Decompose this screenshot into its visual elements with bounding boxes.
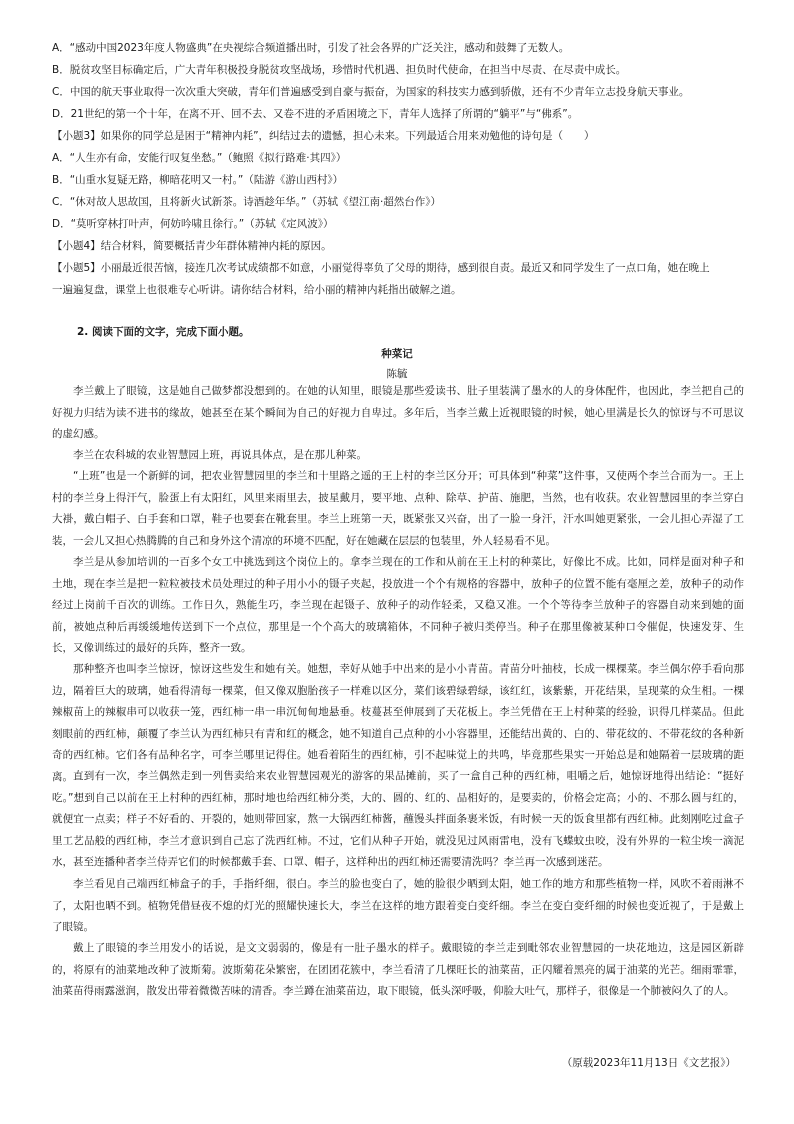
article-source: （原载2023年11月13日《文艺报》）	[561, 1057, 736, 1069]
q3-option-b: B．“山重水复疑无路，柳暗花明又一村。”（陆游《游山西村》）	[52, 174, 344, 186]
article-paragraph: 李兰看见自己端西红柿盒子的手，手指纤细，很白。李兰的脸也变白了，她的脸很少晒到太阳，她工作的地方和那些植物一样，风吹不着雨淋不了，太阳也晒不到。植物凭借昼夜不熄的灯光的照耀快速长大，李兰在这样的地方跟着变白变纤细。李兰在变白变纤细的时候也变近视了，于是戴上了眼镜。	[52, 878, 744, 933]
article-title: 种菜记	[381, 348, 413, 360]
section-heading: 2. 阅读下面的文字，完成下面小题。	[77, 326, 250, 338]
q3-option-c: C．“休对故人思故国，且将新火试新茶。诗酒趁年华。”（苏轼《望江南·超然台作》）	[52, 196, 442, 208]
q2-option-a: A．“感动中国2023年度人物盛典”在央视综合频道播出时，引发了社会各界的广泛关注，感动和鼓舞了无数人。	[52, 42, 570, 54]
article-paragraph: 李兰是从参加培训的一百多个女工中挑选到这个岗位上的。拿李兰现在的工作和从前在王上村的种菜比，好像比不成。比如，同样是面对种子和土地，现在李兰是把一粒粒被技术员处理过的种子用小小的镊子夹起，投放进一个个有规格的容器中，放种子的位置不能有毫厘之差，放种子的动作经过上岗前千百次的训练。工作日久，熟能生巧，李兰现在起镊子、放种子的动作轻柔，又稳又准。一个个等待李兰放种子的容器自动来到她的面前，被她点种后再缓缓地传送到下一个点位，那里是一个个高大的玻璃箱体，不同种子被归类停当。种子在那里像被某种口令催促，快速发芽、生长，又像训练过的最好的兵阵，整齐一致。	[52, 556, 744, 654]
article-paragraph: 李兰戴上了眼镜，这是她自己做梦都没想到的。在她的认知里，眼镜是那些爱读书、肚子里装满了墨水的人的身体配件，也因此，李兰把自己的好视力归结为读不进书的缘故，她甚至在某个瞬间为自己的好视力自卑过。多年后，当李兰戴上近视眼镜的时候，她心里满是长久的惊讶与不可思议的虚幻感。	[52, 385, 744, 440]
article-paragraph: “上班”也是一个新鲜的词，把农业智慧园里的李兰和十里路之遥的王上村的李兰区分开；可具体到“种菜”这件事，又使两个李兰合而为一。王上村的李兰身上得汗气，脸蛋上有太阳红，风里来雨里去，披星戴月，要平地、点种、除草、护苗、施肥，当然，也有收获。农业智慧园里的李兰穿白大褂，戴白帽子、白手套和口罩，鞋子也要套在靴套里。李兰上班第一天，既紧张又兴奋，出了一脸一身汗，汗水叫她更紧张，一会儿担心弄湿了工装，一会儿又担心热腾腾的自己和身外这个清凉的环境不匹配，好在她藏在层层的包装里，外人轻易看不见。	[52, 470, 744, 547]
q2-option-d: D．21世纪的第一个十年，在离不开、回不去、又卷不进的矛盾困境之下，青年人选择了所谓的“躺平”与“佛系”。	[52, 108, 579, 120]
q2-option-c: C．中国的航天事业取得一次次重大突破，青年们普遍感受到自豪与振奋，为国家的科技实力感到骄傲，还有不少青年立志投身航天事业。	[52, 86, 690, 98]
q3-stem: 【小题3】如果你的同学总是困于“精神内耗”，纠结过去的遗憾，担心未来。下列最适合用来劝勉他的诗句是（ ）	[52, 130, 595, 142]
article-paragraph: 直到有一次，李兰偶然走到一列售卖给来农业智慧园观光的游客的果品摊前，买了一盒自己种的西红柿，咀嚼之后，她惊讶地得出结论：“挺好吃。”想到自己以前在王上村种的西红柿，那时地也给西红柿分类，大的、圆的、红的、品相好的，是要卖的，价格会定高；小的、不那么圆与红的，就便宜一点卖；样子不好看的、开裂的，她则带回家，熬一大锅西红柿酱，蘸馒头拌面条裹米饭，有时候一天的饭食里都有西红柿。此刻刚吃过盒子里工艺品般的西红柿，李兰才意识到自己忘了洗西红柿。不过，它们从种子开始，就没见过风雨雷电，没有飞蝶蚊虫咬，没有外界的一粒尘埃一滴泥水，甚至连播种者李兰侍弄它们的时候都戴手套、口罩、帽子，这样种出的西红柿还需要清洗吗？李兰再一次感到迷茫。	[52, 770, 744, 868]
q5-stem-line1: 【小题5】小丽最近很苦恼，接连几次考试成绩都不如意，小丽觉得辜负了父母的期待，感到很自责。最近又和同学发生了一点口角，她在晚上	[52, 262, 710, 274]
article-paragraph: 戴上了眼镜的李兰用发小的话说，是文文弱弱的，像是有一肚子墨水的样子。戴眼镜的李兰走到毗邻农业智慧园的一块花地边，这是园区新辟的，将原有的油菜地改种了波斯菊。波斯菊花朵繁密，在团团花簇中，李兰看清了几棵旺长的油菜苗，正闪耀着黑亮的属于油菜的光芒。细雨霏霏，油菜苗得雨露滋润，散发出带着微微苦味的清香。李兰蹲在油菜苗边，取下眼镜，低头深呼吸，仰脸大吐气，那样子，很像是一个肺被闷久了的人。	[52, 942, 744, 997]
q3-option-d: D．“莫听穿林打叶声，何妨吟啸且徐行。”（苏轼《定风波》）	[52, 218, 334, 230]
article-paragraph: 那种整齐也叫李兰惊讶，惊讶这些发生和她有关。她想，幸好从她手中出来的是小小青苗。青苗分叶抽枝，长成一棵棵菜。李兰偶尔停手看向那边，隔着巨大的玻璃，她看得清每一棵菜，但又像双胞胎孩子一样难以区分，菜们该碧绿碧绿，该红红，该紫紫，开花结果，呈现菜的众生相。一棵辣椒苗上的辣椒串可以收获一笼，西红柿一串一串沉甸甸地悬垂。枝蔓甚至伸展到了天花板上。李兰凭借在王上村种菜的经验，识得几样菜品。但此刻眼前的西红柿，颠覆了李兰认为西红柿只有青和红的概念，她不知道自己点种的小小容器里，还能结出黄的、白的、带花纹的、不带花纹的各种新奇的西红柿。它们各有品种名字，可李兰哪里记得住。她看着陌生的西红柿，引不起味觉上的共鸣，毕竟那些果实一开始总是和她隔着一层玻璃的距离。	[52, 663, 744, 783]
q4-stem: 【小题4】结合材料，简要概括青少年群体精神内耗的原因。	[52, 240, 332, 252]
article-paragraph: 李兰在农科城的农业智慧园上班，再说具体点，是在那儿种菜。	[73, 449, 367, 461]
q3-option-a: A．“人生亦有命，安能行叹复坐愁。”（鲍照《拟行路难·其四》）	[52, 152, 347, 164]
q2-option-b: B．脱贫攻坚目标确定后，广大青年积极投身脱贫攻坚战场，珍惜时代机遇、担负时代使命，在担当中尽责、在尽责中成长。	[52, 64, 627, 76]
article-author: 陈毓	[386, 368, 408, 380]
q5-stem-line2: 一遍遍复盘，课堂上也很难专心听讲。请你结合材料，给小丽的精神内耗指出破解之道。	[52, 284, 462, 296]
